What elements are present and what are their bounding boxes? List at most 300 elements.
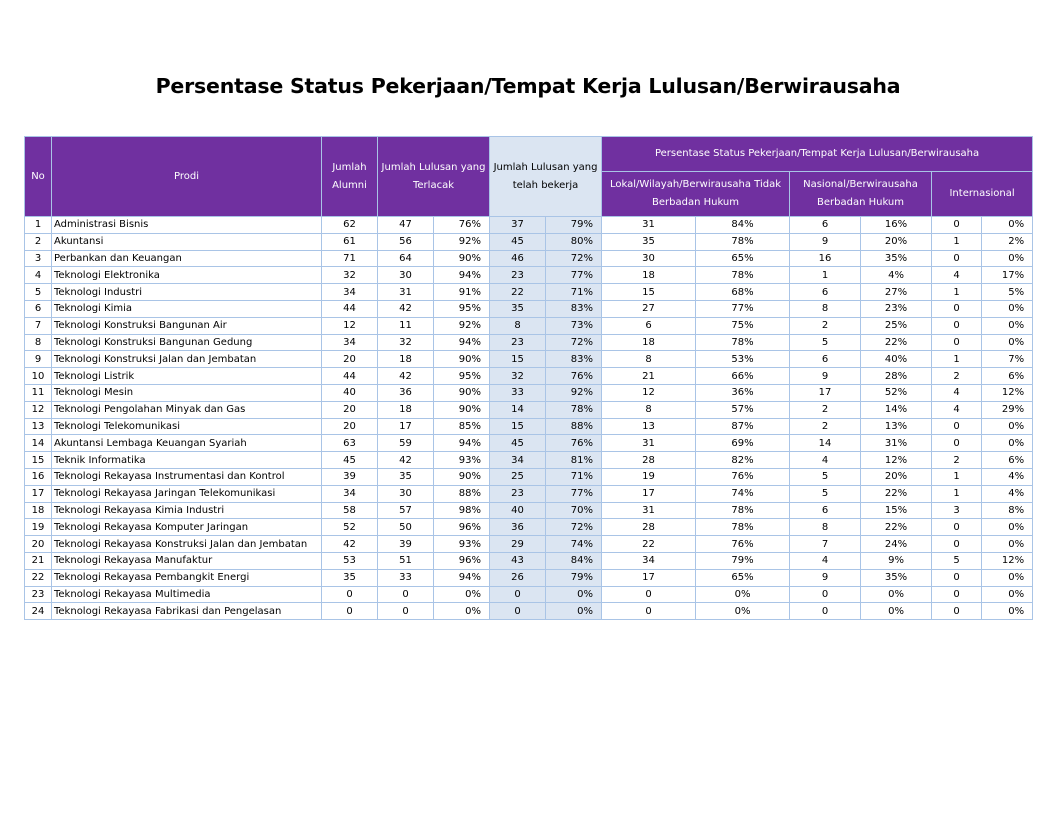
cell-no: 14 — [25, 435, 52, 452]
cell-jumlah-alumni: 52 — [322, 519, 378, 536]
cell-nasional: 16 — [790, 250, 861, 267]
cell-lokal-pct: 65% — [696, 569, 790, 586]
cell-terlacak: 36 — [378, 384, 434, 401]
cell-prodi: Teknologi Rekayasa Instrumentasi dan Kontrol — [52, 468, 322, 485]
cell-jumlah-alumni: 20 — [322, 418, 378, 435]
cell-no: 5 — [25, 284, 52, 301]
cell-nasional: 6 — [790, 502, 861, 519]
cell-jumlah-alumni: 45 — [322, 452, 378, 469]
cell-lokal: 31 — [602, 435, 696, 452]
cell-nasional: 2 — [790, 401, 861, 418]
cell-nasional-pct: 27% — [861, 284, 932, 301]
cell-nasional-pct: 20% — [861, 233, 932, 250]
status-table — [24, 136, 1033, 620]
cell-jumlah-alumni: 39 — [322, 468, 378, 485]
cell-lokal: 0 — [602, 603, 696, 620]
cell-terlacak: 0 — [378, 603, 434, 620]
cell-prodi: Teknologi Industri — [52, 284, 322, 301]
cell-bekerja: 40 — [490, 502, 546, 519]
cell-nasional-pct: 31% — [861, 435, 932, 452]
cell-bekerja: 0 — [490, 603, 546, 620]
cell-terlacak-pct: 90% — [434, 384, 490, 401]
cell-no: 23 — [25, 586, 52, 603]
cell-internasional: 1 — [932, 233, 982, 250]
cell-internasional-pct: 12% — [982, 552, 1033, 569]
cell-bekerja: 25 — [490, 468, 546, 485]
cell-terlacak-pct: 92% — [434, 233, 490, 250]
cell-no: 11 — [25, 384, 52, 401]
cell-internasional: 0 — [932, 519, 982, 536]
cell-prodi: Administrasi Bisnis — [52, 217, 322, 234]
cell-bekerja-pct: 79% — [546, 217, 602, 234]
cell-nasional: 6 — [790, 284, 861, 301]
cell-nasional-pct: 23% — [861, 300, 932, 317]
cell-nasional-pct: 25% — [861, 317, 932, 334]
cell-terlacak-pct: 98% — [434, 502, 490, 519]
cell-bekerja-pct: 0% — [546, 586, 602, 603]
cell-bekerja-pct: 0% — [546, 603, 602, 620]
cell-internasional: 0 — [932, 334, 982, 351]
cell-internasional: 1 — [932, 485, 982, 502]
cell-internasional: 0 — [932, 586, 982, 603]
table-row — [25, 384, 1033, 401]
cell-internasional: 0 — [932, 217, 982, 234]
cell-terlacak-pct: 90% — [434, 401, 490, 418]
cell-lokal: 28 — [602, 519, 696, 536]
cell-lokal: 27 — [602, 300, 696, 317]
cell-lokal: 21 — [602, 368, 696, 385]
cell-prodi: Teknologi Rekayasa Jaringan Telekomunikasi — [52, 485, 322, 502]
cell-terlacak: 64 — [378, 250, 434, 267]
cell-no: 9 — [25, 351, 52, 368]
cell-nasional: 0 — [790, 586, 861, 603]
cell-internasional: 5 — [932, 552, 982, 569]
header-jumlah-alumni: Jumlah Alumni — [322, 137, 378, 217]
cell-bekerja-pct: 80% — [546, 233, 602, 250]
cell-internasional-pct: 0% — [982, 586, 1033, 603]
cell-internasional-pct: 0% — [982, 250, 1033, 267]
cell-terlacak-pct: 96% — [434, 552, 490, 569]
cell-nasional: 8 — [790, 519, 861, 536]
table-row — [25, 552, 1033, 569]
cell-prodi: Teknologi Rekayasa Multimedia — [52, 586, 322, 603]
cell-terlacak-pct: 94% — [434, 334, 490, 351]
cell-bekerja-pct: 78% — [546, 401, 602, 418]
table-row — [25, 351, 1033, 368]
cell-nasional-pct: 20% — [861, 468, 932, 485]
cell-nasional-pct: 9% — [861, 552, 932, 569]
cell-internasional: 0 — [932, 300, 982, 317]
cell-terlacak-pct: 85% — [434, 418, 490, 435]
cell-internasional-pct: 0% — [982, 317, 1033, 334]
cell-bekerja-pct: 71% — [546, 284, 602, 301]
cell-internasional-pct: 7% — [982, 351, 1033, 368]
cell-terlacak: 42 — [378, 300, 434, 317]
cell-bekerja-pct: 73% — [546, 317, 602, 334]
header-no: No — [25, 137, 52, 217]
cell-terlacak: 51 — [378, 552, 434, 569]
table-header — [25, 137, 1033, 217]
cell-internasional: 1 — [932, 468, 982, 485]
cell-bekerja: 8 — [490, 317, 546, 334]
cell-internasional: 0 — [932, 250, 982, 267]
cell-bekerja-pct: 72% — [546, 250, 602, 267]
cell-bekerja-pct: 70% — [546, 502, 602, 519]
cell-prodi: Teknologi Elektronika — [52, 267, 322, 284]
cell-terlacak: 30 — [378, 485, 434, 502]
cell-internasional-pct: 4% — [982, 485, 1033, 502]
table-row — [25, 536, 1033, 553]
cell-internasional: 3 — [932, 502, 982, 519]
cell-prodi: Teknologi Konstruksi Jalan dan Jembatan — [52, 351, 322, 368]
cell-nasional-pct: 40% — [861, 351, 932, 368]
cell-prodi: Teknologi Rekayasa Konstruksi Jalan dan Jembatan — [52, 536, 322, 553]
cell-nasional: 1 — [790, 267, 861, 284]
cell-terlacak: 57 — [378, 502, 434, 519]
cell-no: 7 — [25, 317, 52, 334]
cell-jumlah-alumni: 42 — [322, 536, 378, 553]
cell-bekerja-pct: 88% — [546, 418, 602, 435]
cell-prodi: Teknologi Mesin — [52, 384, 322, 401]
cell-lokal: 8 — [602, 351, 696, 368]
cell-jumlah-alumni: 12 — [322, 317, 378, 334]
cell-terlacak: 59 — [378, 435, 434, 452]
cell-nasional: 17 — [790, 384, 861, 401]
cell-jumlah-alumni: 0 — [322, 586, 378, 603]
cell-lokal-pct: 75% — [696, 317, 790, 334]
cell-prodi: Teknik Informatika — [52, 452, 322, 469]
cell-nasional: 9 — [790, 569, 861, 586]
cell-internasional: 2 — [932, 452, 982, 469]
cell-prodi: Teknologi Telekomunikasi — [52, 418, 322, 435]
cell-internasional: 1 — [932, 284, 982, 301]
cell-internasional-pct: 0% — [982, 334, 1033, 351]
cell-terlacak: 50 — [378, 519, 434, 536]
cell-terlacak-pct: 76% — [434, 217, 490, 234]
cell-terlacak-pct: 94% — [434, 267, 490, 284]
cell-nasional: 9 — [790, 233, 861, 250]
cell-nasional-pct: 0% — [861, 586, 932, 603]
cell-nasional-pct: 22% — [861, 485, 932, 502]
cell-nasional-pct: 24% — [861, 536, 932, 553]
cell-terlacak: 33 — [378, 569, 434, 586]
cell-nasional-pct: 52% — [861, 384, 932, 401]
cell-bekerja: 43 — [490, 552, 546, 569]
cell-internasional-pct: 0% — [982, 536, 1033, 553]
cell-internasional: 4 — [932, 384, 982, 401]
cell-no: 22 — [25, 569, 52, 586]
cell-bekerja: 23 — [490, 485, 546, 502]
cell-terlacak-pct: 91% — [434, 284, 490, 301]
cell-terlacak: 39 — [378, 536, 434, 553]
cell-terlacak: 47 — [378, 217, 434, 234]
cell-lokal-pct: 84% — [696, 217, 790, 234]
cell-nasional: 6 — [790, 217, 861, 234]
cell-terlacak-pct: 95% — [434, 300, 490, 317]
cell-bekerja: 37 — [490, 217, 546, 234]
cell-bekerja: 23 — [490, 334, 546, 351]
cell-lokal: 15 — [602, 284, 696, 301]
cell-jumlah-alumni: 61 — [322, 233, 378, 250]
table-row — [25, 519, 1033, 536]
cell-bekerja-pct: 72% — [546, 334, 602, 351]
cell-lokal: 18 — [602, 334, 696, 351]
cell-internasional-pct: 0% — [982, 217, 1033, 234]
cell-prodi: Teknologi Rekayasa Kimia Industri — [52, 502, 322, 519]
cell-prodi: Teknologi Listrik — [52, 368, 322, 385]
cell-nasional: 4 — [790, 452, 861, 469]
cell-bekerja: 33 — [490, 384, 546, 401]
cell-bekerja: 14 — [490, 401, 546, 418]
cell-internasional: 2 — [932, 368, 982, 385]
cell-prodi: Akuntansi Lembaga Keuangan Syariah — [52, 435, 322, 452]
cell-nasional-pct: 13% — [861, 418, 932, 435]
cell-bekerja-pct: 76% — [546, 435, 602, 452]
cell-lokal-pct: 78% — [696, 519, 790, 536]
cell-bekerja: 34 — [490, 452, 546, 469]
cell-bekerja: 22 — [490, 284, 546, 301]
table-row — [25, 435, 1033, 452]
cell-terlacak-pct: 0% — [434, 586, 490, 603]
cell-lokal: 31 — [602, 502, 696, 519]
cell-prodi: Akuntansi — [52, 233, 322, 250]
cell-jumlah-alumni: 20 — [322, 351, 378, 368]
cell-internasional: 4 — [932, 267, 982, 284]
cell-lokal-pct: 77% — [696, 300, 790, 317]
table-row — [25, 468, 1033, 485]
cell-jumlah-alumni: 62 — [322, 217, 378, 234]
cell-nasional: 14 — [790, 435, 861, 452]
cell-terlacak: 18 — [378, 351, 434, 368]
cell-lokal: 12 — [602, 384, 696, 401]
cell-prodi: Teknologi Pengolahan Minyak dan Gas — [52, 401, 322, 418]
cell-nasional-pct: 15% — [861, 502, 932, 519]
cell-bekerja-pct: 77% — [546, 485, 602, 502]
cell-lokal: 6 — [602, 317, 696, 334]
cell-nasional: 2 — [790, 418, 861, 435]
cell-jumlah-alumni: 35 — [322, 569, 378, 586]
table-row — [25, 401, 1033, 418]
cell-lokal-pct: 0% — [696, 603, 790, 620]
cell-nasional: 7 — [790, 536, 861, 553]
cell-jumlah-alumni: 34 — [322, 485, 378, 502]
cell-lokal-pct: 69% — [696, 435, 790, 452]
cell-no: 19 — [25, 519, 52, 536]
cell-no: 6 — [25, 300, 52, 317]
cell-lokal-pct: 78% — [696, 502, 790, 519]
cell-terlacak: 35 — [378, 468, 434, 485]
cell-bekerja-pct: 83% — [546, 300, 602, 317]
cell-no: 24 — [25, 603, 52, 620]
table-row — [25, 250, 1033, 267]
cell-lokal-pct: 36% — [696, 384, 790, 401]
cell-lokal-pct: 78% — [696, 267, 790, 284]
cell-lokal: 17 — [602, 569, 696, 586]
cell-bekerja-pct: 81% — [546, 452, 602, 469]
cell-terlacak-pct: 92% — [434, 317, 490, 334]
cell-internasional-pct: 8% — [982, 502, 1033, 519]
table-row — [25, 586, 1033, 603]
cell-nasional-pct: 35% — [861, 569, 932, 586]
header-lokal: Lokal/Wilayah/Berwirausaha Tidak Berbadan Hukum — [602, 172, 790, 217]
cell-internasional-pct: 0% — [982, 519, 1033, 536]
cell-jumlah-alumni: 34 — [322, 334, 378, 351]
header-bekerja: Jumlah Lulusan yang telah bekerja — [490, 137, 602, 217]
table-row — [25, 233, 1033, 250]
cell-bekerja: 46 — [490, 250, 546, 267]
table-row — [25, 334, 1033, 351]
cell-internasional-pct: 0% — [982, 418, 1033, 435]
cell-lokal-pct: 68% — [696, 284, 790, 301]
cell-lokal-pct: 57% — [696, 401, 790, 418]
table-row — [25, 603, 1033, 620]
cell-bekerja-pct: 74% — [546, 536, 602, 553]
cell-jumlah-alumni: 44 — [322, 368, 378, 385]
cell-lokal: 31 — [602, 217, 696, 234]
cell-bekerja-pct: 84% — [546, 552, 602, 569]
cell-jumlah-alumni: 20 — [322, 401, 378, 418]
cell-bekerja-pct: 77% — [546, 267, 602, 284]
cell-lokal: 8 — [602, 401, 696, 418]
cell-bekerja-pct: 71% — [546, 468, 602, 485]
cell-bekerja: 45 — [490, 233, 546, 250]
cell-nasional-pct: 16% — [861, 217, 932, 234]
cell-bekerja-pct: 79% — [546, 569, 602, 586]
cell-lokal-pct: 65% — [696, 250, 790, 267]
cell-lokal: 18 — [602, 267, 696, 284]
cell-lokal-pct: 78% — [696, 233, 790, 250]
cell-nasional-pct: 4% — [861, 267, 932, 284]
cell-nasional: 4 — [790, 552, 861, 569]
cell-lokal: 0 — [602, 586, 696, 603]
cell-terlacak: 17 — [378, 418, 434, 435]
cell-internasional-pct: 2% — [982, 233, 1033, 250]
cell-lokal: 13 — [602, 418, 696, 435]
cell-no: 17 — [25, 485, 52, 502]
cell-jumlah-alumni: 58 — [322, 502, 378, 519]
cell-lokal: 30 — [602, 250, 696, 267]
cell-internasional-pct: 12% — [982, 384, 1033, 401]
cell-jumlah-alumni: 71 — [322, 250, 378, 267]
table-row — [25, 452, 1033, 469]
cell-prodi: Teknologi Rekayasa Manufaktur — [52, 552, 322, 569]
cell-terlacak: 31 — [378, 284, 434, 301]
cell-lokal-pct: 76% — [696, 468, 790, 485]
cell-no: 21 — [25, 552, 52, 569]
cell-nasional: 5 — [790, 334, 861, 351]
cell-lokal: 22 — [602, 536, 696, 553]
cell-lokal: 34 — [602, 552, 696, 569]
cell-nasional-pct: 35% — [861, 250, 932, 267]
cell-no: 13 — [25, 418, 52, 435]
cell-terlacak: 30 — [378, 267, 434, 284]
cell-prodi: Teknologi Rekayasa Komputer Jaringan — [52, 519, 322, 536]
cell-prodi: Teknologi Konstruksi Bangunan Gedung — [52, 334, 322, 351]
cell-nasional-pct: 12% — [861, 452, 932, 469]
cell-lokal-pct: 53% — [696, 351, 790, 368]
cell-lokal-pct: 87% — [696, 418, 790, 435]
cell-bekerja: 0 — [490, 586, 546, 603]
cell-internasional-pct: 0% — [982, 569, 1033, 586]
cell-jumlah-alumni: 32 — [322, 267, 378, 284]
cell-internasional: 0 — [932, 317, 982, 334]
cell-lokal-pct: 76% — [696, 536, 790, 553]
cell-jumlah-alumni: 63 — [322, 435, 378, 452]
cell-nasional: 8 — [790, 300, 861, 317]
cell-terlacak-pct: 90% — [434, 351, 490, 368]
cell-nasional: 0 — [790, 603, 861, 620]
cell-prodi: Teknologi Rekayasa Fabrikasi dan Pengelasan — [52, 603, 322, 620]
cell-lokal-pct: 79% — [696, 552, 790, 569]
cell-terlacak: 11 — [378, 317, 434, 334]
cell-bekerja: 35 — [490, 300, 546, 317]
cell-jumlah-alumni: 0 — [322, 603, 378, 620]
header-terlacak: Jumlah Lulusan yang Terlacak — [378, 137, 490, 217]
cell-jumlah-alumni: 53 — [322, 552, 378, 569]
cell-no: 2 — [25, 233, 52, 250]
cell-bekerja-pct: 76% — [546, 368, 602, 385]
cell-jumlah-alumni: 34 — [322, 284, 378, 301]
cell-nasional-pct: 22% — [861, 519, 932, 536]
cell-no: 8 — [25, 334, 52, 351]
cell-internasional-pct: 0% — [982, 603, 1033, 620]
cell-nasional-pct: 22% — [861, 334, 932, 351]
cell-lokal: 35 — [602, 233, 696, 250]
cell-nasional: 5 — [790, 468, 861, 485]
cell-internasional-pct: 17% — [982, 267, 1033, 284]
cell-bekerja: 15 — [490, 351, 546, 368]
cell-prodi: Teknologi Konstruksi Bangunan Air — [52, 317, 322, 334]
cell-lokal: 17 — [602, 485, 696, 502]
cell-nasional-pct: 14% — [861, 401, 932, 418]
header-nasional: Nasional/Berwirausaha Berbadan Hukum — [790, 172, 932, 217]
table-row — [25, 317, 1033, 334]
cell-internasional: 0 — [932, 536, 982, 553]
cell-terlacak: 18 — [378, 401, 434, 418]
cell-internasional: 0 — [932, 603, 982, 620]
cell-prodi: Teknologi Kimia — [52, 300, 322, 317]
cell-internasional-pct: 0% — [982, 435, 1033, 452]
cell-bekerja: 15 — [490, 418, 546, 435]
cell-prodi: Perbankan dan Keuangan — [52, 250, 322, 267]
cell-internasional: 4 — [932, 401, 982, 418]
cell-no: 1 — [25, 217, 52, 234]
cell-terlacak-pct: 96% — [434, 519, 490, 536]
cell-nasional: 2 — [790, 317, 861, 334]
cell-lokal-pct: 82% — [696, 452, 790, 469]
cell-terlacak: 32 — [378, 334, 434, 351]
header-prodi: Prodi — [52, 137, 322, 217]
cell-terlacak-pct: 88% — [434, 485, 490, 502]
cell-prodi: Teknologi Rekayasa Pembangkit Energi — [52, 569, 322, 586]
cell-no: 10 — [25, 368, 52, 385]
cell-bekerja: 36 — [490, 519, 546, 536]
cell-no: 18 — [25, 502, 52, 519]
page-title: Persentase Status Pekerjaan/Tempat Kerja Lulusan/Berwirausaha — [155, 74, 901, 98]
cell-internasional-pct: 6% — [982, 452, 1033, 469]
table-body — [25, 217, 1033, 620]
cell-nasional: 9 — [790, 368, 861, 385]
cell-lokal-pct: 74% — [696, 485, 790, 502]
cell-internasional-pct: 4% — [982, 468, 1033, 485]
cell-no: 20 — [25, 536, 52, 553]
table-row — [25, 284, 1033, 301]
cell-bekerja: 45 — [490, 435, 546, 452]
cell-bekerja: 23 — [490, 267, 546, 284]
cell-internasional: 0 — [932, 418, 982, 435]
cell-internasional: 1 — [932, 351, 982, 368]
table-row — [25, 267, 1033, 284]
